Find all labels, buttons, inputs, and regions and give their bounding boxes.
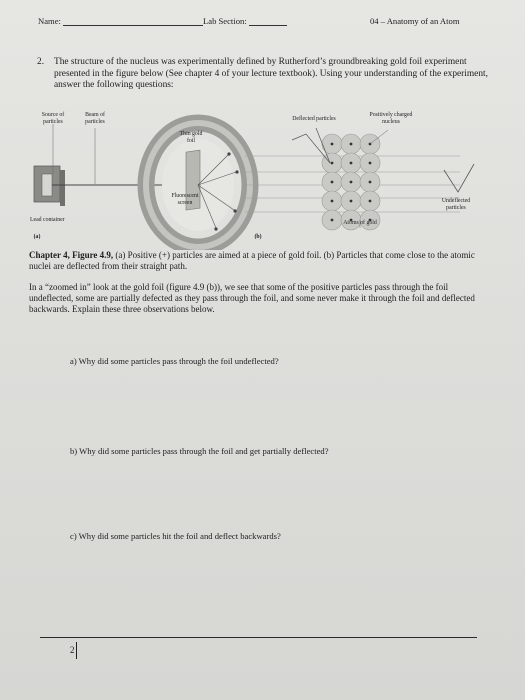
impact-dot xyxy=(214,227,217,230)
source-of-particles-label: Source of particles xyxy=(41,112,65,125)
page-number-divider xyxy=(76,642,77,659)
page-number-box xyxy=(64,642,82,658)
panel-a-label: (a) xyxy=(33,234,41,240)
impact-dot xyxy=(227,152,230,155)
zoomed-in-paragraph: In a “zoomed in” look at the gold foil (figure 4.9 (b)), we see that some of the positive particles pass through the foil undeflected, some are partially defected as they pass through the foil, and some never make it through the foil and deflected backwards. Explain these three observations below. xyxy=(29,282,475,314)
caption-text: (a) Positive (+) particles are aimed at a piece of gold foil. (b) Particles that come close to the atomic nuclei are deflected from their straight path. xyxy=(29,250,475,271)
impact-dot xyxy=(233,209,236,212)
question-2 xyxy=(38,57,488,92)
subquestion-c: c) Why did some particles hit the foil and deflect backwards? xyxy=(70,531,281,541)
lab-section-field xyxy=(203,16,287,26)
lead-container-label: Lead container xyxy=(30,217,65,223)
figure-illustration xyxy=(30,110,490,250)
figure-caption xyxy=(29,250,481,272)
beam-of-particles-label: Beam of particles xyxy=(85,112,105,125)
particle-source xyxy=(42,174,52,196)
fluorescent-screen-label: Fluorescent screen xyxy=(171,193,199,206)
page-number: 2 xyxy=(70,645,75,655)
undeflected-particles-label: Undeflected particles xyxy=(441,198,471,211)
question-number: 2. xyxy=(37,57,45,67)
question-2-text: The structure of the nucleus was experimentally defined by Rutherford’s groundbreaking gold foil experiment presented in the figure below (See chapter 4 of your lecture textbook). Using your understanding of the experiment, answer the following questions: xyxy=(54,57,488,90)
panel-b-label: (b) xyxy=(254,234,262,240)
lab-section-label: Lab Section: xyxy=(203,16,247,26)
worksheet-title: 04 – Anatomy of an Atom xyxy=(370,16,460,26)
atomic-view-diagram xyxy=(245,128,474,230)
rutherford-figure xyxy=(30,110,490,250)
apparatus-diagram xyxy=(34,123,250,247)
atoms-of-gold-label: Atoms of gold xyxy=(343,220,377,226)
undeflected-marker xyxy=(444,164,474,192)
subquestion-a: a) Why did some particles pass through the foil undeflected? xyxy=(70,356,279,366)
footer-rule xyxy=(40,637,477,638)
deflected-particles-label: Deflected particles xyxy=(292,116,336,122)
lab-section-blank-line xyxy=(249,16,287,26)
name-label: Name: xyxy=(38,16,61,26)
lead-container-side xyxy=(60,170,65,206)
name-field xyxy=(38,16,203,26)
impact-dot xyxy=(235,170,238,173)
name-blank-line xyxy=(63,16,203,26)
thin-gold-foil-label: Thin gold foil xyxy=(179,131,203,144)
caption-reference: Chapter 4, Figure 4.9, xyxy=(29,250,114,260)
subquestion-b: b) Why did some particles pass through the foil and get partially deflected? xyxy=(70,446,329,456)
positively-charged-nucleus-label: Positively charged nucleus xyxy=(369,112,413,125)
